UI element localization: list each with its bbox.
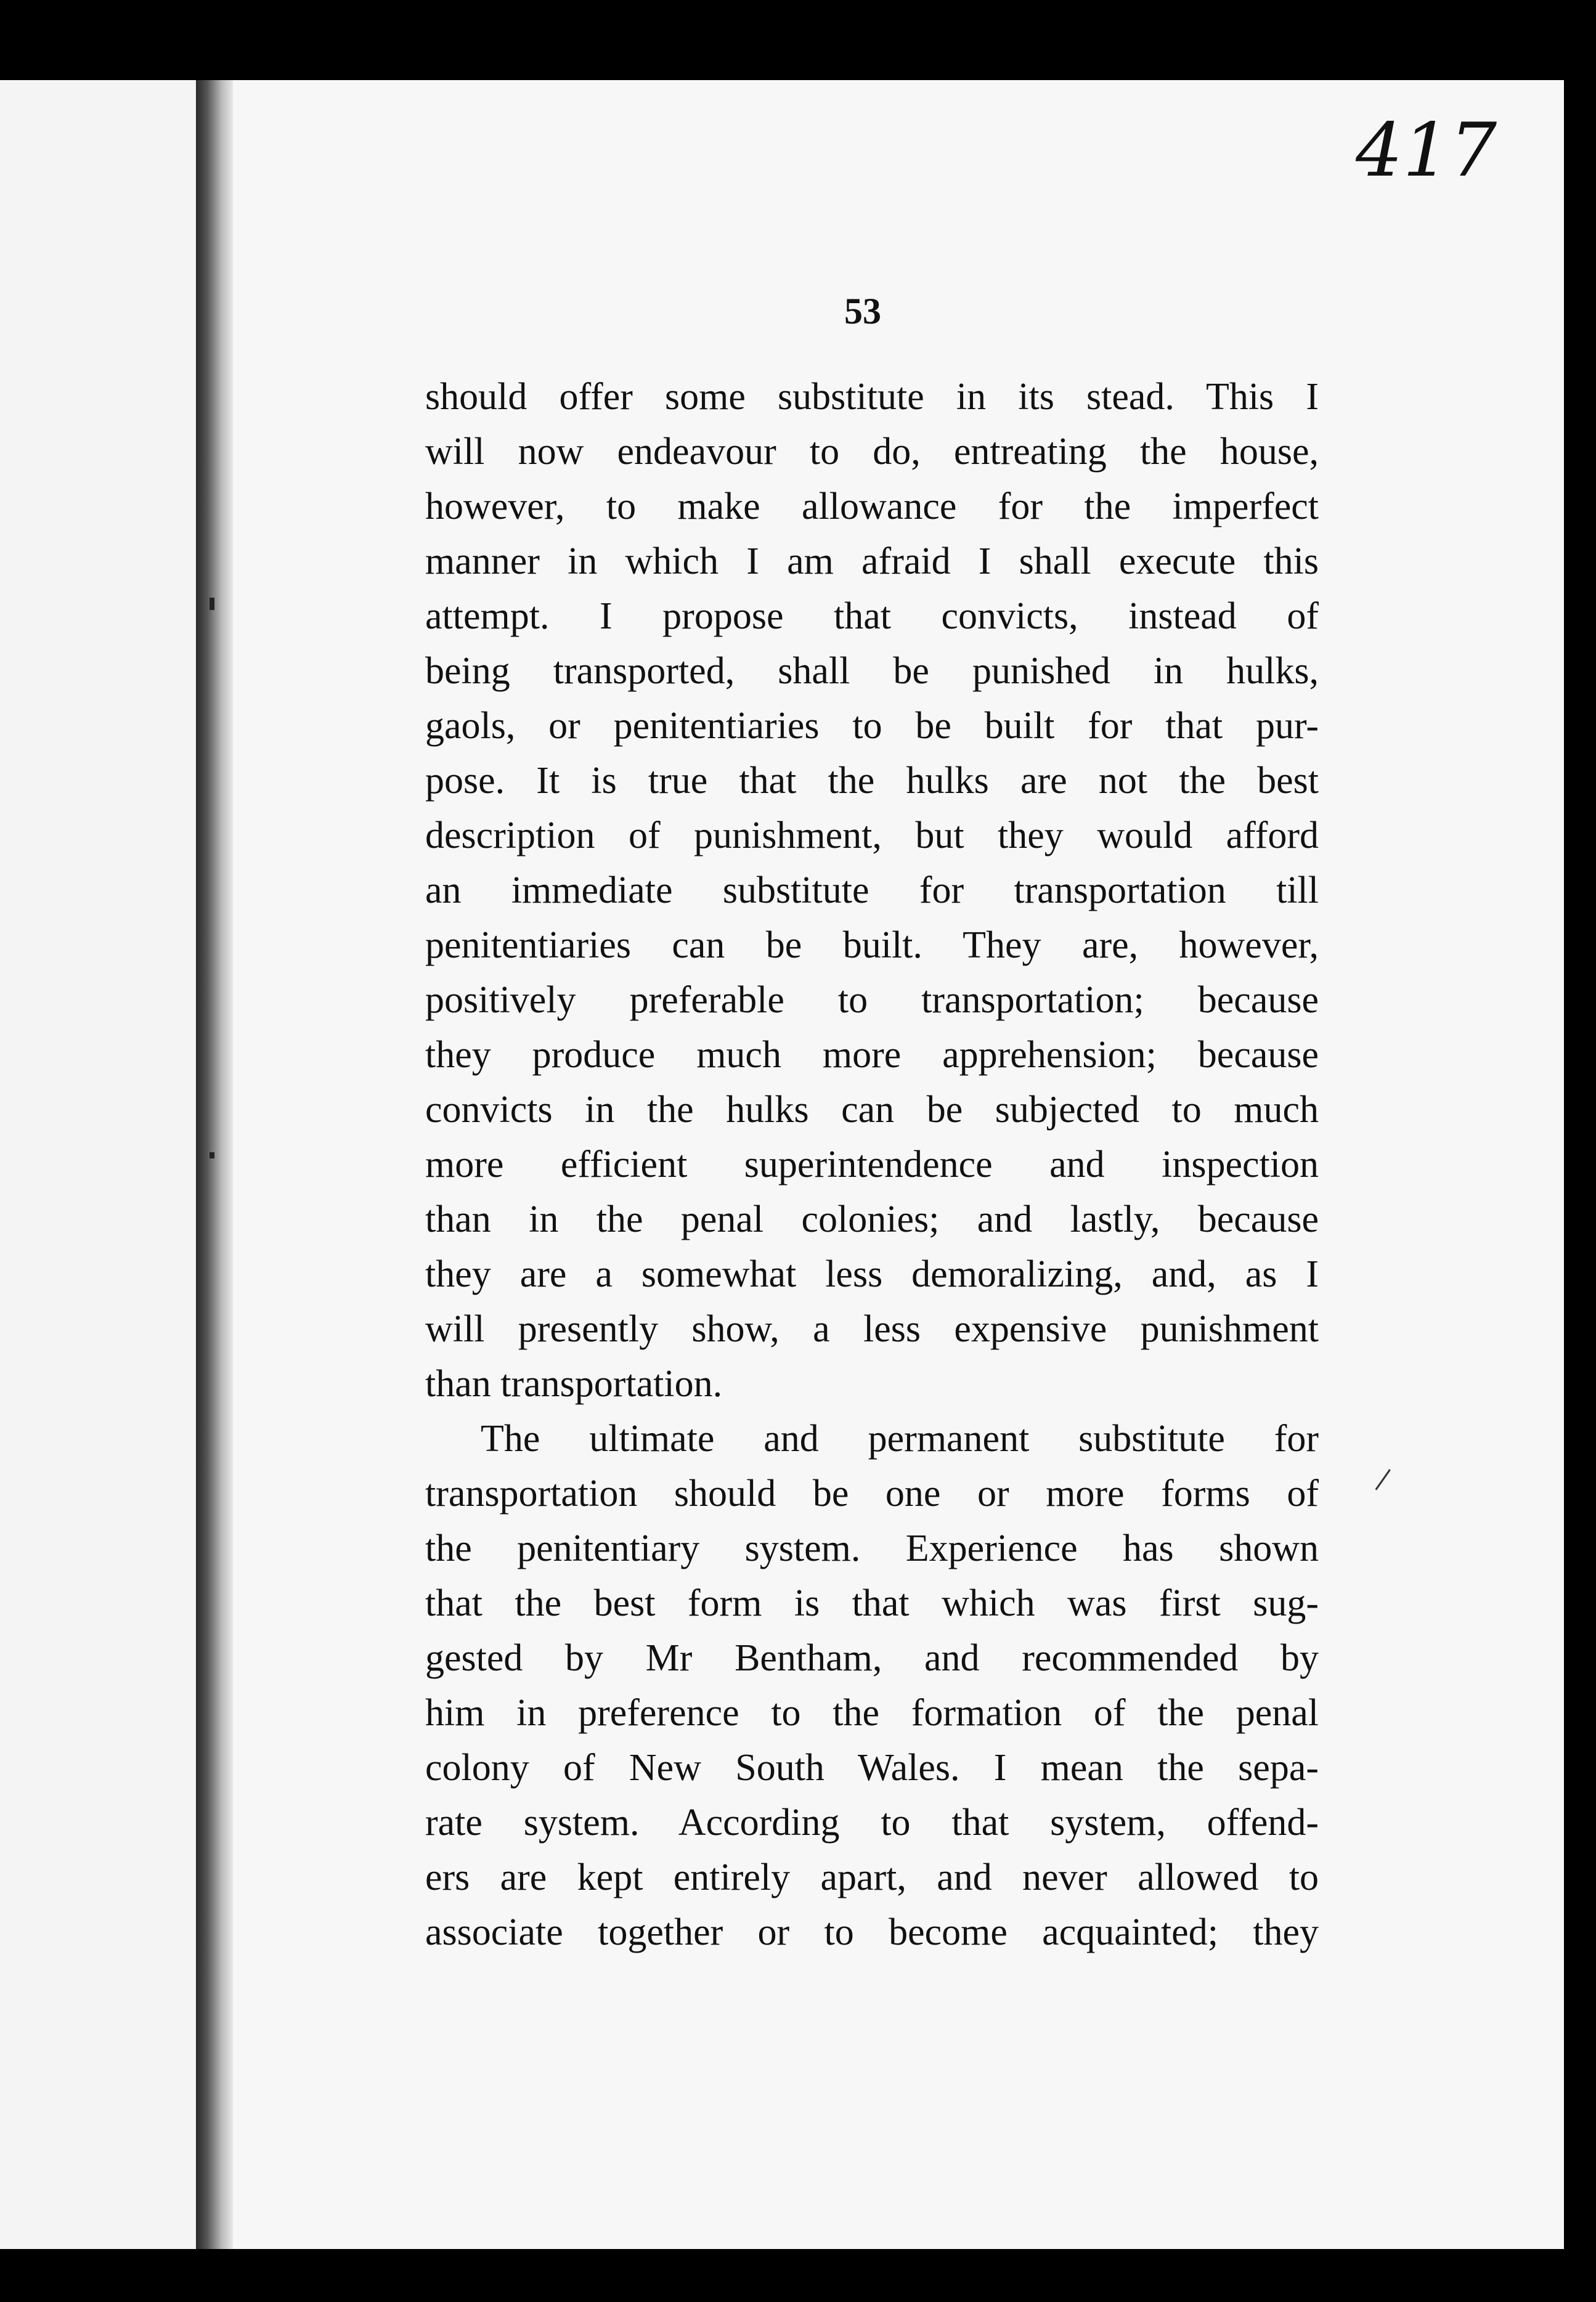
text-line: rate system. According to that system, offend- bbox=[425, 1802, 1319, 1844]
paragraph bbox=[425, 1412, 1319, 1960]
text-line: attempt. I propose that convicts, instead of bbox=[425, 595, 1319, 637]
text-line: description of punishment, but they would afford bbox=[425, 815, 1319, 856]
text-line: should offer some substitute in its stead. This I bbox=[425, 376, 1319, 418]
text-line: him in preference to the formation of the penal bbox=[425, 1692, 1319, 1734]
handwritten-folio-number: 417 bbox=[1356, 108, 1497, 193]
text-line: than transportation. bbox=[425, 1363, 723, 1405]
text-line: associate together or to become acquainted; they bbox=[425, 1911, 1319, 1953]
text-line: will now endeavour to do, entreating the house, bbox=[425, 431, 1319, 473]
text-line: more efficient superintendence and inspection bbox=[425, 1144, 1319, 1186]
text-line: The ultimate and permanent substitute for bbox=[481, 1418, 1319, 1460]
text-line: colony of New South Wales. I mean the sepa- bbox=[425, 1747, 1319, 1789]
text-line: positively preferable to transportation; because bbox=[425, 979, 1319, 1021]
text-line: manner in which I am afraid I shall execute this bbox=[425, 540, 1319, 582]
text-line: will presently show, a less expensive punishment bbox=[425, 1308, 1319, 1350]
spine-mark bbox=[210, 1152, 214, 1158]
text-line: than in the penal colonies; and lastly, because bbox=[425, 1198, 1319, 1240]
text-line: gested by Mr Bentham, and recommended by bbox=[425, 1637, 1319, 1679]
page-number: 53 bbox=[844, 291, 881, 331]
text-line: ers are kept entirely apart, and never allowed to bbox=[425, 1857, 1319, 1898]
text-line: being transported, shall be punished in hulks, bbox=[425, 650, 1319, 692]
text-line: the penitentiary system. Experience has shown bbox=[425, 1527, 1319, 1569]
text-line: an immediate substitute for transportation till bbox=[425, 869, 1319, 911]
text-line: penitentiaries can be built. They are, however, bbox=[425, 924, 1319, 966]
book-gutter bbox=[196, 80, 233, 2249]
text-line: transportation should be one or more forms of bbox=[425, 1473, 1319, 1515]
text-line: that the best form is that which was first sug- bbox=[425, 1582, 1319, 1624]
text-line: pose. It is true that the hulks are not the best bbox=[425, 760, 1319, 802]
spine-mark bbox=[210, 598, 214, 610]
paragraph bbox=[425, 370, 1319, 1412]
text-line: they produce much more apprehension; because bbox=[425, 1034, 1319, 1076]
body-text bbox=[425, 370, 1319, 1960]
text-line: they are a somewhat less demoralizing, and, as I bbox=[425, 1253, 1319, 1295]
text-line: however, to make allowance for the imperfect bbox=[425, 486, 1319, 527]
text-line: convicts in the hulks can be subjected to much bbox=[425, 1089, 1319, 1131]
text-line: gaols, or penitentiaries to be built for that pur- bbox=[425, 705, 1319, 747]
facing-page bbox=[0, 80, 200, 2249]
